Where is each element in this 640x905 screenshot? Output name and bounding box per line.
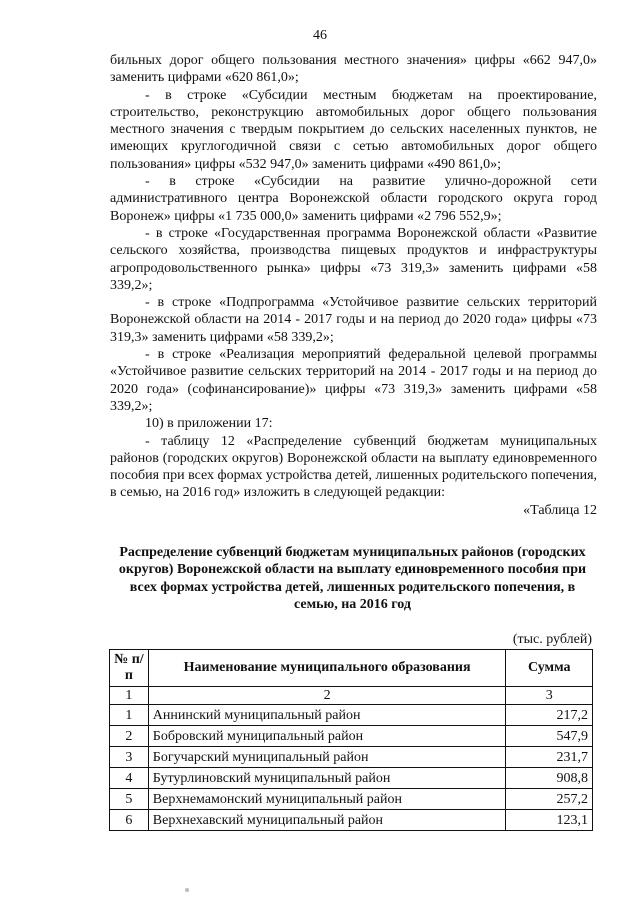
body-text bbox=[110, 52, 597, 519]
row-sum: 217,2 bbox=[506, 705, 593, 726]
row-municipality: Богучарский муниципальный район bbox=[148, 747, 506, 768]
paragraph-table-12-replace: - таблицу 12 «Распределение субвенций бюджетам муниципальных районов (городских округов) Воронежской области на выплату единовременного пособия при всех формах устройства детей, лишенных родительского попечения, в семью, на 2016 год» изложить в следующей редакции: bbox=[110, 433, 598, 501]
row-number: 4 bbox=[110, 768, 149, 789]
paragraph-federal-target-program: - в строке «Реализация мероприятий федеральной целевой программы «Устойчивое развитие сельских территорий на 2014 - 2017 годы и на период до 2020 года» (софинансирование)» цифры «73 319,3» заменить цифрами «58 339,2»; bbox=[110, 347, 597, 414]
table-title: Распределение субвенций бюджетам муниципальных районов (городских округов) Воронежской области на выплату единовременного пособия при всех формах устройства детей, лишенных родительского попечения, в семью, на 2016 год bbox=[118, 545, 587, 612]
row-number: 5 bbox=[110, 789, 149, 810]
row-sum: 257,2 bbox=[506, 789, 593, 810]
header-number: № п/п bbox=[110, 650, 149, 687]
scan-dot bbox=[185, 888, 189, 892]
table-row bbox=[110, 747, 593, 768]
header-municipality: Наименование муниципального образования bbox=[148, 650, 506, 687]
row-number: 2 bbox=[110, 726, 149, 747]
column-number-row bbox=[110, 687, 593, 705]
paragraph-rural-roads: - в строке «Субсидии местным бюджетам на проектирование, строительство, реконструкцию автомобильных дорог общего пользования местного значения с твердым покрытием до сельских населенных пунктов, не имеющих круглогодичной связи с сетью автомобильных дорог общего пользования» цифры «532 947,0» заменить цифрами «490 861,0»; bbox=[110, 87, 597, 172]
row-municipality: Бобровский муниципальный район bbox=[148, 726, 506, 747]
table-row bbox=[110, 726, 593, 747]
table-number-label: «Таблица 12 bbox=[523, 502, 597, 518]
table-row bbox=[110, 810, 593, 831]
column-number-2: 2 bbox=[148, 687, 506, 705]
row-sum: 547,9 bbox=[506, 726, 593, 747]
paragraph-agriculture-program: - в строке «Государственная программа Воронежской области «Развитие сельского хозяйства, производства пищевых продуктов и инфраструктуры агропродовольственного рынка» цифры «73 319,3» заменить цифрами «58 339,2»; bbox=[110, 225, 597, 293]
row-municipality: Верхнемамонский муниципальный район bbox=[148, 789, 506, 810]
row-sum: 123,1 bbox=[506, 810, 593, 831]
table-header-row bbox=[110, 650, 593, 687]
row-sum: 908,8 bbox=[506, 768, 593, 789]
paragraph-rural-subprogram: - в строке «Подпрограмма «Устойчивое развитие сельских территорий Воронежской области на 2014 - 2017 годы и на период до 2020 года» цифры «73 319,3» заменить цифрами «58 339,2»; bbox=[110, 295, 597, 345]
paragraph-appendix-17: 10) в приложении 17: bbox=[145, 416, 273, 432]
table-row bbox=[110, 768, 593, 789]
subvention-table bbox=[109, 649, 593, 831]
table-row bbox=[110, 789, 593, 810]
row-number: 1 bbox=[110, 705, 149, 726]
row-sum: 231,7 bbox=[506, 747, 593, 768]
paragraph-voronezh-streets: - в строке «Субсидии на развитие улично-дорожной сети административного центра Воронежской области городского округа город Воронеж» цифры «1 735 000,0» заменить цифрами «2 796 552,9»; bbox=[110, 174, 597, 224]
column-number-3: 3 bbox=[506, 687, 593, 705]
column-number-1: 1 bbox=[110, 687, 149, 705]
unit-note: (тыс. рублей) bbox=[512, 632, 592, 647]
row-municipality: Верхнехавский муниципальный район bbox=[148, 810, 506, 831]
row-number: 6 bbox=[110, 810, 149, 831]
row-municipality: Бутурлиновский муниципальный район bbox=[148, 768, 506, 789]
table-row bbox=[110, 705, 593, 726]
header-sum: Сумма bbox=[506, 650, 593, 687]
row-number: 3 bbox=[110, 747, 149, 768]
row-municipality: Аннинский муниципальный район bbox=[148, 705, 506, 726]
paragraph-road-fund-end: бильных дорог общего пользования местного значения» цифры «662 947,0» заменить цифрами «620 861,0»; bbox=[110, 53, 597, 86]
page-number: 46 bbox=[313, 28, 327, 43]
